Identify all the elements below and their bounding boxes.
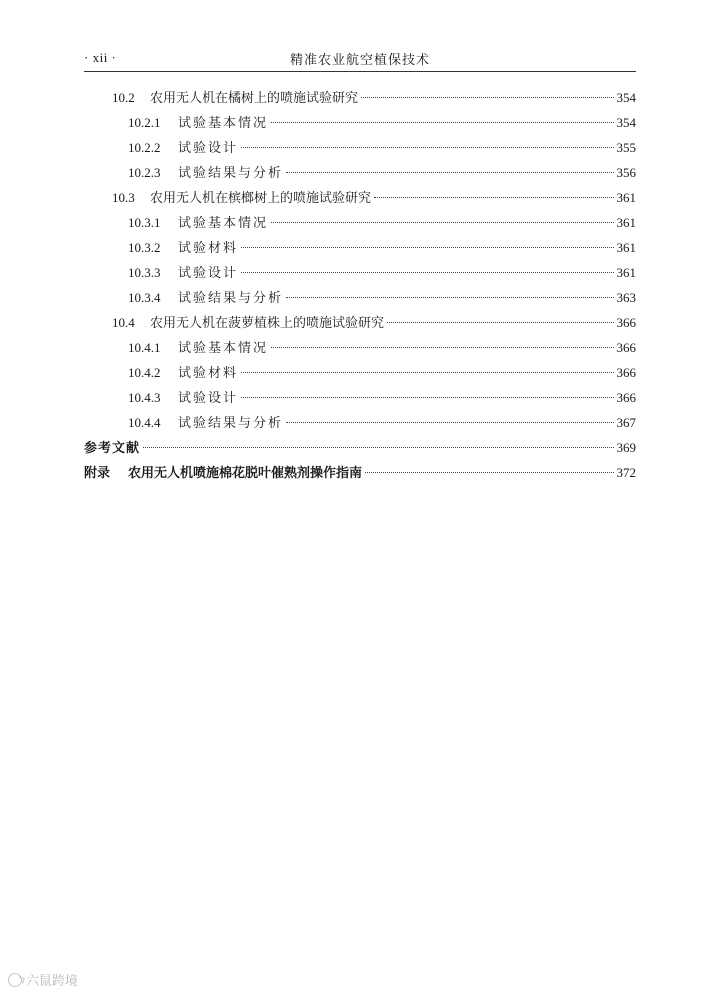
dot-leader — [143, 447, 613, 448]
toc-entry-title: 试验基本情况 — [178, 216, 269, 231]
toc-entry-number: 10.4.1 — [128, 340, 161, 355]
toc-entry-title: 试验材料 — [178, 241, 239, 256]
toc-entry-10-3-1[interactable] — [84, 210, 636, 235]
toc-entry-title: 试验基本情况 — [178, 116, 269, 131]
toc-entry-title: 试验设计 — [178, 266, 239, 281]
appendix-label: 附录 — [84, 466, 111, 481]
header-rule — [84, 71, 636, 72]
toc-entry-page: 366 — [616, 340, 636, 355]
toc-entry-number: 10.3.4 — [128, 290, 161, 305]
dot-leader — [241, 247, 613, 248]
toc-entry-number: 10.2.2 — [128, 140, 161, 155]
dot-leader — [361, 97, 613, 98]
page-number: · xii · — [84, 50, 117, 65]
toc-entry-number: 10.4 — [112, 315, 135, 330]
toc-entry-title: 农用无人机在槟榔树上的喷施试验研究 — [150, 191, 372, 206]
toc-entry-10-3[interactable] — [84, 185, 636, 210]
dot-leader — [271, 347, 613, 348]
dot-leader — [241, 372, 613, 373]
table-of-contents — [84, 85, 636, 485]
toc-entry-10-2-3[interactable] — [84, 160, 636, 185]
toc-entry-number: 10.3.2 — [128, 240, 161, 255]
toc-entry-number: 10.3 — [112, 190, 135, 205]
toc-entry-10-3-4[interactable] — [84, 285, 636, 310]
toc-entry-page: 366 — [616, 315, 636, 330]
toc-entry-title: 试验结果与分析 — [178, 291, 284, 306]
toc-entry-10-4-2[interactable] — [84, 360, 636, 385]
dot-leader — [286, 297, 613, 298]
toc-entry-page: 361 — [616, 240, 636, 255]
toc-entry-appendix[interactable] — [84, 460, 636, 485]
toc-entry-10-3-2[interactable] — [84, 235, 636, 260]
toc-entry-title: 试验基本情况 — [178, 341, 269, 356]
dot-leader — [286, 172, 613, 173]
toc-entry-title: 农用无人机在橘树上的喷施试验研究 — [150, 91, 359, 106]
toc-entry-10-2-1[interactable] — [84, 110, 636, 135]
toc-entry-page: 356 — [616, 165, 636, 180]
dot-leader — [374, 197, 613, 198]
toc-entry-page: 372 — [616, 465, 636, 480]
toc-entry-10-4-3[interactable] — [84, 385, 636, 410]
toc-entry-page: 366 — [616, 390, 636, 405]
toc-entry-number: 10.3.1 — [128, 215, 161, 230]
dot-leader — [241, 397, 613, 398]
toc-entry-page: 361 — [616, 215, 636, 230]
toc-entry-page: 354 — [616, 115, 636, 130]
dot-leader — [387, 322, 613, 323]
weibo-icon — [8, 973, 22, 987]
dot-leader — [271, 222, 613, 223]
toc-entry-page: 354 — [616, 90, 636, 105]
dot-leader — [271, 122, 613, 123]
toc-entry-number: 10.4.2 — [128, 365, 161, 380]
toc-entry-title: 试验材料 — [178, 366, 239, 381]
page-header — [84, 46, 636, 72]
toc-entry-page: 355 — [616, 140, 636, 155]
toc-entry-references[interactable] — [84, 435, 636, 460]
toc-entry-title: 试验设计 — [178, 141, 239, 156]
toc-entry-title: 农用无人机在菠萝植株上的喷施试验研究 — [150, 316, 385, 331]
toc-entry-page: 367 — [616, 415, 636, 430]
toc-entry-10-2[interactable] — [84, 85, 636, 110]
toc-entry-page: 363 — [616, 290, 636, 305]
toc-entry-title: 农用无人机喷施棉花脱叶催熟剂操作指南 — [128, 466, 363, 481]
book-title: 精准农业航空植保技术 — [289, 53, 430, 68]
toc-entry-10-4-1[interactable] — [84, 335, 636, 360]
toc-entry-10-4[interactable] — [84, 310, 636, 335]
toc-entry-title: 参考文献 — [84, 441, 141, 456]
toc-entry-title: 试验结果与分析 — [178, 416, 284, 431]
dot-leader — [241, 272, 613, 273]
toc-entry-10-4-4[interactable] — [84, 410, 636, 435]
watermark — [8, 970, 78, 989]
toc-entry-number: 10.3.3 — [128, 265, 161, 280]
toc-entry-number: 10.4.4 — [128, 415, 161, 430]
dot-leader — [365, 472, 613, 473]
toc-entry-number: 10.2.1 — [128, 115, 161, 130]
toc-entry-title: 试验设计 — [178, 391, 239, 406]
toc-entry-page: 366 — [616, 365, 636, 380]
toc-entry-page: 369 — [616, 440, 636, 455]
dot-leader — [241, 147, 613, 148]
toc-entry-number: 10.2.3 — [128, 165, 161, 180]
toc-entry-title: 试验结果与分析 — [178, 166, 284, 181]
watermark-text: 六鼠跨境 — [26, 974, 79, 989]
toc-entry-10-2-2[interactable] — [84, 135, 636, 160]
toc-entry-page: 361 — [616, 265, 636, 280]
toc-entry-number: 10.2 — [112, 90, 135, 105]
toc-entry-number: 10.4.3 — [128, 390, 161, 405]
toc-entry-10-3-3[interactable] — [84, 260, 636, 285]
toc-entry-page: 361 — [616, 190, 636, 205]
dot-leader — [286, 422, 613, 423]
